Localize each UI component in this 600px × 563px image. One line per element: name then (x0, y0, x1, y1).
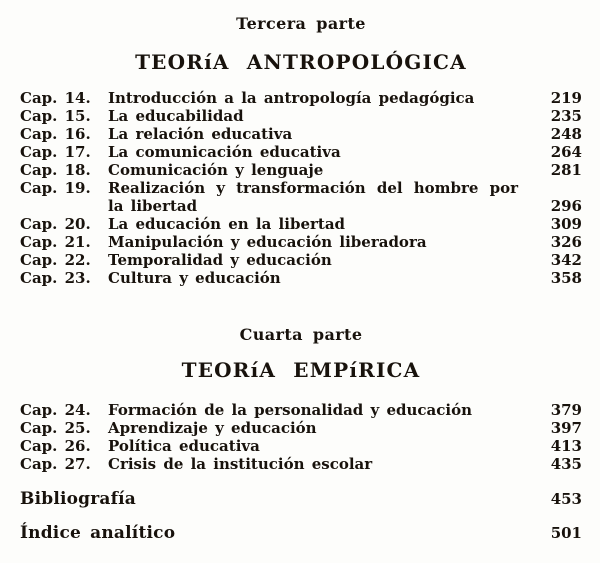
toc-list-cuarta (20, 401, 582, 473)
section-title-antropologica: TEORíA ANTROPOLÓGICA (135, 50, 467, 74)
backmatter-title: Bibliografía (20, 489, 137, 509)
chapter-title: Realización y transformación del hombre por la libertad (108, 179, 518, 215)
toc-entry (20, 401, 582, 419)
chapter-title: Cultura y educación (108, 269, 281, 287)
chapter-title: Manipulación y educación liberadora (108, 233, 427, 251)
page-number: 264 (550, 143, 582, 161)
page-number: 309 (550, 215, 582, 233)
toc-entry (20, 419, 582, 437)
page-number: 501 (550, 524, 582, 542)
toc-list-tercera (20, 89, 582, 287)
toc-entry (20, 269, 582, 287)
backmatter-entry-indice (20, 523, 582, 543)
chapter-title: Política educativa (108, 437, 260, 455)
chapter-title: Comunicación y lenguaje (108, 161, 324, 179)
part-heading-cuarta: Cuarta parte (239, 325, 363, 344)
toc-entry (20, 143, 582, 161)
page-number: 342 (550, 251, 582, 269)
toc-entry (20, 89, 582, 107)
backmatter-title: Índice analítico (20, 523, 176, 543)
chapter-label: Cap. 26. (20, 437, 91, 455)
toc-entry (20, 251, 582, 269)
chapter-label: Cap. 15. (20, 107, 91, 125)
toc-entry (20, 233, 582, 251)
chapter-title: La educación en la libertad (108, 215, 346, 233)
chapter-title: La comunicación educativa (108, 143, 341, 161)
page-number: 296 (550, 197, 582, 215)
chapter-label: Cap. 20. (20, 215, 91, 233)
page-number: 397 (550, 419, 582, 437)
page-number: 281 (550, 161, 582, 179)
chapter-label: Cap. 19. (20, 179, 91, 197)
page-number: 326 (550, 233, 582, 251)
chapter-label: Cap. 22. (20, 251, 91, 269)
chapter-label: Cap. 23. (20, 269, 91, 287)
chapter-label: Cap. 27. (20, 455, 91, 473)
chapter-label: Cap. 17. (20, 143, 91, 161)
page-number: 235 (550, 107, 582, 125)
page-number: 453 (550, 490, 582, 508)
chapter-title: Temporalidad y educación (108, 251, 332, 269)
part-heading-tercera: Tercera parte (236, 14, 366, 33)
page-number: 248 (550, 125, 582, 143)
chapter-label: Cap. 14. (20, 89, 91, 107)
toc-entry (20, 125, 582, 143)
chapter-title: Aprendizaje y educación (108, 419, 317, 437)
chapter-label: Cap. 18. (20, 161, 91, 179)
page-number: 219 (550, 89, 582, 107)
chapter-label: Cap. 16. (20, 125, 91, 143)
backmatter-entry-bibliografia (20, 489, 582, 509)
chapter-label: Cap. 21. (20, 233, 91, 251)
toc-entry (20, 437, 582, 455)
chapter-title: La relación educativa (108, 125, 293, 143)
toc-entry (20, 215, 582, 233)
page-number: 413 (550, 437, 582, 455)
chapter-title: La educabilidad (108, 107, 244, 125)
page-number: 358 (550, 269, 582, 287)
chapter-title: Introducción a la antropología pedagógica (108, 89, 475, 107)
chapter-label: Cap. 24. (20, 401, 91, 419)
toc-entry (20, 107, 582, 125)
page-number: 435 (550, 455, 582, 473)
chapter-title: Crisis de la institución escolar (108, 455, 373, 473)
chapter-label: Cap. 25. (20, 419, 91, 437)
toc-entry (20, 455, 582, 473)
page-number: 379 (550, 401, 582, 419)
toc-entry (20, 161, 582, 179)
section-title-empirica: TEORíA EMPíRICA (181, 358, 421, 382)
chapter-title: Formación de la personalidad y educación (108, 401, 472, 419)
toc-entry (20, 179, 582, 215)
